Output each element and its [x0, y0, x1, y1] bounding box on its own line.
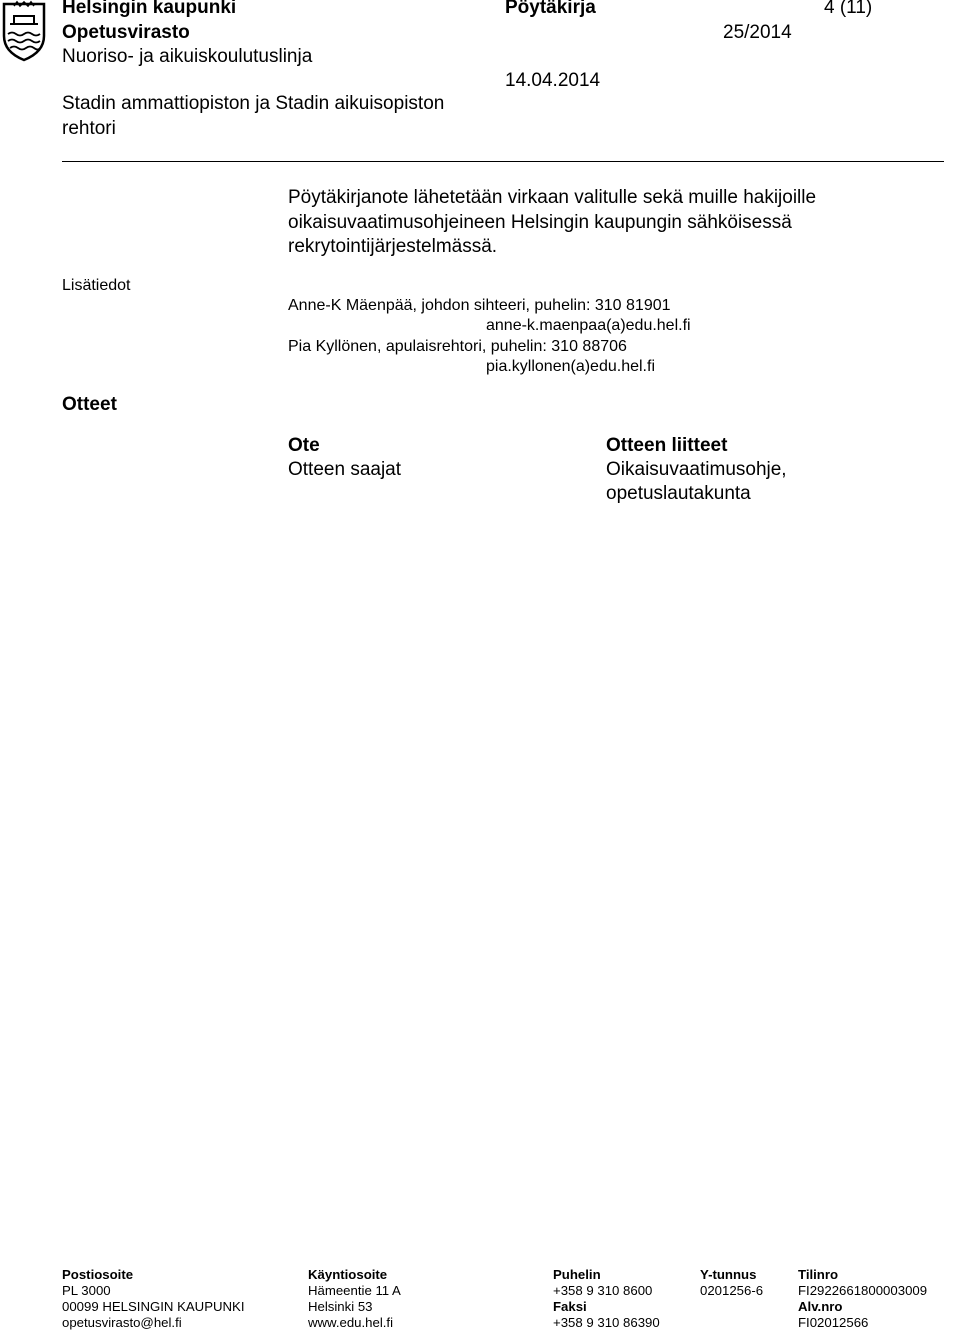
notice-paragraph: [288, 186, 888, 260]
official-title: Stadin ammattiopiston ja Stadin aikuisopiston: [62, 93, 445, 114]
footer-tilinro-value: FI2922661800003009: [798, 1283, 928, 1298]
footer-ytunnus-label: Y-tunnus: [700, 1267, 757, 1282]
footer-tilinro-label: Tilinro: [798, 1267, 839, 1282]
doc-type: Pöytäkirja: [505, 0, 596, 18]
otteet-label: Otteet: [62, 394, 117, 415]
footer-puhelin-label: Puhelin: [553, 1267, 601, 1282]
doc-number: 25/2014: [723, 22, 792, 43]
org-name: Helsingin kaupunki: [62, 0, 237, 18]
footer-kayntiosoite-line: Helsinki 53: [308, 1299, 373, 1314]
contact-line: Anne-K Mäenpää, johdon sihteeri, puhelin: 310 81901: [288, 297, 671, 314]
notice-line: oikaisuvaatimusohjeineen Helsingin kaupungin sähköisessä: [288, 211, 792, 233]
footer-postiosoite-line: PL 3000: [62, 1283, 111, 1298]
lisatiedot-label: Lisätiedot: [62, 277, 131, 294]
footer-faksi-label: Faksi: [553, 1299, 587, 1314]
ote-header: Ote: [288, 435, 320, 456]
ote-value: Otteen saajat: [288, 459, 402, 480]
helsinki-crest-icon: [0, 0, 48, 62]
official-title-line2: rehtori: [62, 118, 116, 139]
contact-email: anne-k.maenpaa(a)edu.hel.fi: [486, 317, 691, 334]
contact-email: pia.kyllonen(a)edu.hel.fi: [486, 358, 655, 375]
footer-alv-label: Alv.nro: [798, 1299, 843, 1314]
footer-email: opetusvirasto@hel.fi: [62, 1315, 182, 1330]
page-number: 4 (11): [824, 0, 873, 18]
footer-alv-value: FI02012566: [798, 1315, 869, 1330]
footer-postiosoite-line: 00099 HELSINGIN KAUPUNKI: [62, 1299, 245, 1314]
liitteet-header: Otteen liitteet: [606, 435, 728, 456]
footer-ytunnus-value: 0201256-6: [700, 1283, 764, 1298]
department-name: Opetusvirasto: [62, 22, 190, 43]
liitteet-value: Oikaisuvaatimusohje,: [606, 459, 787, 480]
doc-date: 14.04.2014: [505, 70, 601, 91]
notice-line: rekrytointijärjestelmässä.: [288, 236, 498, 257]
footer-kayntiosoite-line: Hämeentie 11 A: [308, 1283, 401, 1298]
footer-website: www.edu.hel.fi: [308, 1315, 394, 1330]
division-name: Nuoriso- ja aikuiskoulutuslinja: [62, 46, 313, 67]
liitteet-value-line2: opetuslautakunta: [606, 483, 751, 504]
header-divider: [62, 161, 944, 162]
contact-line: Pia Kyllönen, apulaisrehtori, puhelin: 310 88706: [288, 338, 627, 355]
footer-faksi-value: +358 9 310 86390: [553, 1315, 660, 1330]
footer-puhelin-value: +358 9 310 8600: [553, 1283, 653, 1298]
notice-line: Pöytäkirjanote lähetetään virkaan valitulle sekä muille hakijoille: [288, 187, 817, 208]
footer-kayntiosoite-label: Käyntiosoite: [308, 1267, 388, 1282]
footer-postiosoite-label: Postiosoite: [62, 1267, 134, 1282]
